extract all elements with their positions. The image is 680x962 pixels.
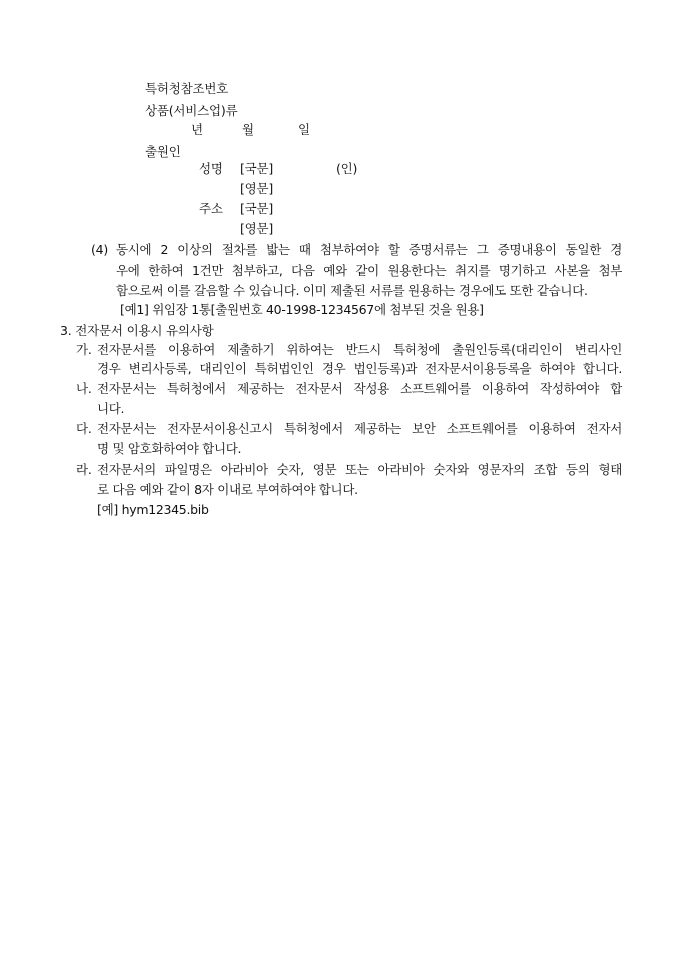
item-na-line1: 전자문서는 특허청에서 제공하는 전자문서 작성용 소프트웨어를 이용하여 작성하여야 합 xyxy=(97,381,622,396)
date-day-label: 일 xyxy=(298,122,310,137)
item-da-marker: 다. xyxy=(76,421,92,436)
note4-line2: 우에 한하여 1건만 첨부하고, 다음 예와 같이 원용한다는 취지를 명기하고 사본을 첨부 xyxy=(116,263,622,278)
item-ga-line2: 경우 변리사등록, 대리인이 특허법인인 경우 법인등록)과 전자문서이용등록을 하여야 합니다. xyxy=(97,361,622,376)
address-label: 주소 xyxy=(199,201,223,216)
ref-number-label: 특허청참조번호 xyxy=(145,81,229,96)
item-na-marker: 나. xyxy=(76,381,92,396)
item-ra-example: [예] hym12345.bib xyxy=(97,502,209,517)
name-korean-field: [국문] xyxy=(240,161,274,176)
item-ra-line2: 로 다음 예와 같이 8자 이내로 부여하여야 합니다. xyxy=(97,482,358,497)
note4-line3: 함으로써 이를 갈음할 수 있습니다. 이미 제출된 서류를 원용하는 경우에도 또한 같습니다. xyxy=(116,283,588,298)
item-ra-marker: 라. xyxy=(76,462,92,477)
seal-mark: (인) xyxy=(336,161,358,176)
item-ga-marker: 가. xyxy=(76,342,92,357)
name-label: 성명 xyxy=(199,161,223,176)
item-da-line1: 전자문서는 전자문서이용신고시 특허청에서 제공하는 보안 소프트웨어를 이용하여 전자서 xyxy=(97,421,622,436)
applicant-label: 출원인 xyxy=(145,144,181,159)
date-year-label: 년 xyxy=(191,122,203,137)
address-korean-field: [국문] xyxy=(240,201,274,216)
note4-line1: 동시에 2 이상의 절차를 밟는 때 첨부하여야 할 증명서류는 그 증명내용이 동일한 경 xyxy=(116,242,622,257)
address-english-field: [영문] xyxy=(240,221,274,236)
date-month-label: 월 xyxy=(242,122,254,137)
section3-heading: 3. 전자문서 이용시 유의사항 xyxy=(60,323,214,338)
note4-marker: (4) xyxy=(91,242,109,257)
item-na-line2: 니다. xyxy=(97,401,125,416)
item-ga-line1: 전자문서를 이용하여 제출하기 위하여는 반드시 특허청에 출원인등록(대리인이 변리사인 xyxy=(97,342,622,357)
item-da-line2: 명 및 암호화하여야 합니다. xyxy=(97,441,242,456)
item-ra-line1: 전자문서의 파일명은 아라비아 숫자, 영문 또는 아라비아 숫자와 영문자의 조합 등의 형태 xyxy=(97,462,622,477)
goods-class-label: 상품(서비스업)류 xyxy=(145,103,238,118)
note4-example: [예1] 위임장 1통[출원번호 40-1998-1234567에 첨부된 것을 원용] xyxy=(120,302,484,317)
name-english-field: [영문] xyxy=(240,181,274,196)
